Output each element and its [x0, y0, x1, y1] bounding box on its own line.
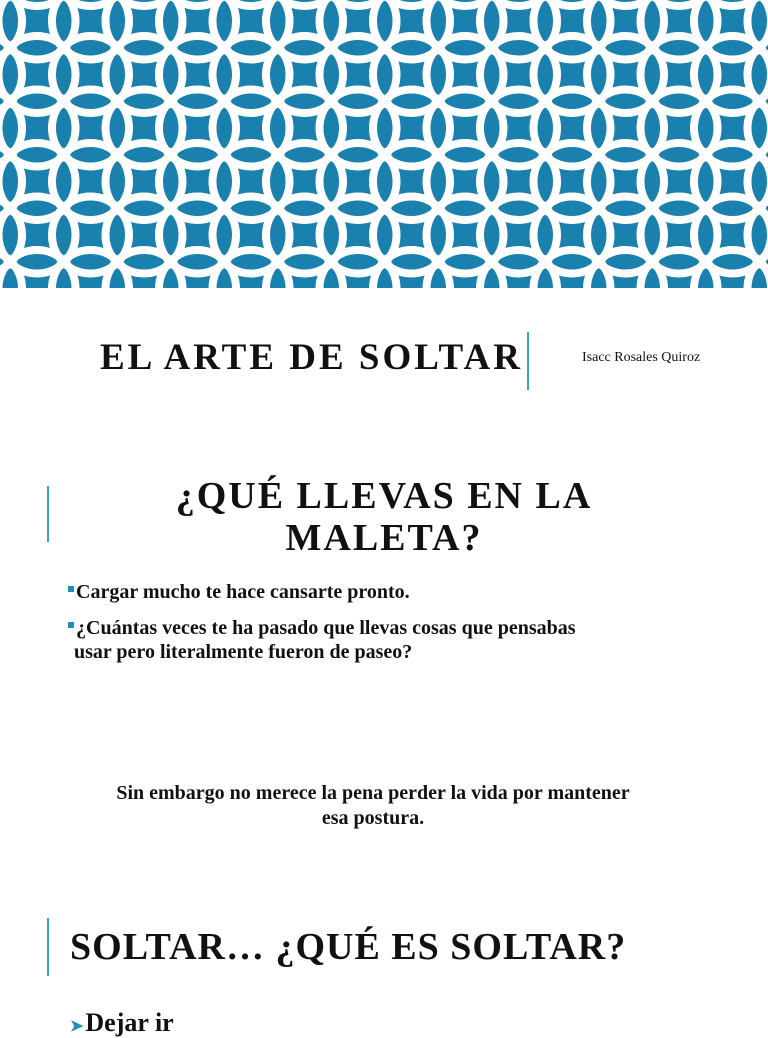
- cover-title-row: [0, 330, 768, 390]
- cover-pattern-banner: [0, 0, 768, 288]
- bullet-text-2: ¿Cuántas veces te ha pasado que llevas cosas que pensabas: [76, 617, 576, 639]
- slide4-accent-line: [47, 918, 49, 976]
- slide3-line2: esa postura.: [321, 807, 425, 829]
- slide3-line1: Sin embargo no merece la pena perder la vida por mantener: [116, 782, 630, 804]
- arrow-bullet-icon: ➤: [70, 1018, 84, 1035]
- ring-pattern: [0, 0, 768, 288]
- slide2-title-line2: MALETA?: [285, 517, 483, 559]
- slide2-title-line1: ¿QUÉ LLEVAS EN LA: [175, 475, 593, 517]
- bullet-item-1: [68, 580, 668, 604]
- square-bullet-icon: [68, 586, 74, 592]
- bullet-text-1: Cargar mucho te hace cansarte pronto.: [76, 581, 410, 603]
- bullet-item-2-continued: [74, 640, 674, 664]
- presentation-title: EL ARTE DE SOLTAR: [100, 337, 523, 378]
- slide4-first-item: [70, 1008, 174, 1038]
- slide4-first-item-text: Dejar ir: [85, 1008, 174, 1037]
- bullet-text-2-continued: usar pero literalmente fueron de paseo?: [74, 641, 413, 663]
- title-divider: [527, 332, 529, 390]
- bullet-item-2: [68, 616, 668, 640]
- author-name: Isacc Rosales Quiroz: [582, 350, 701, 365]
- square-bullet-icon: [68, 622, 74, 628]
- slide4-title: SOLTAR… ¿QUÉ ES SOLTAR?: [70, 926, 627, 968]
